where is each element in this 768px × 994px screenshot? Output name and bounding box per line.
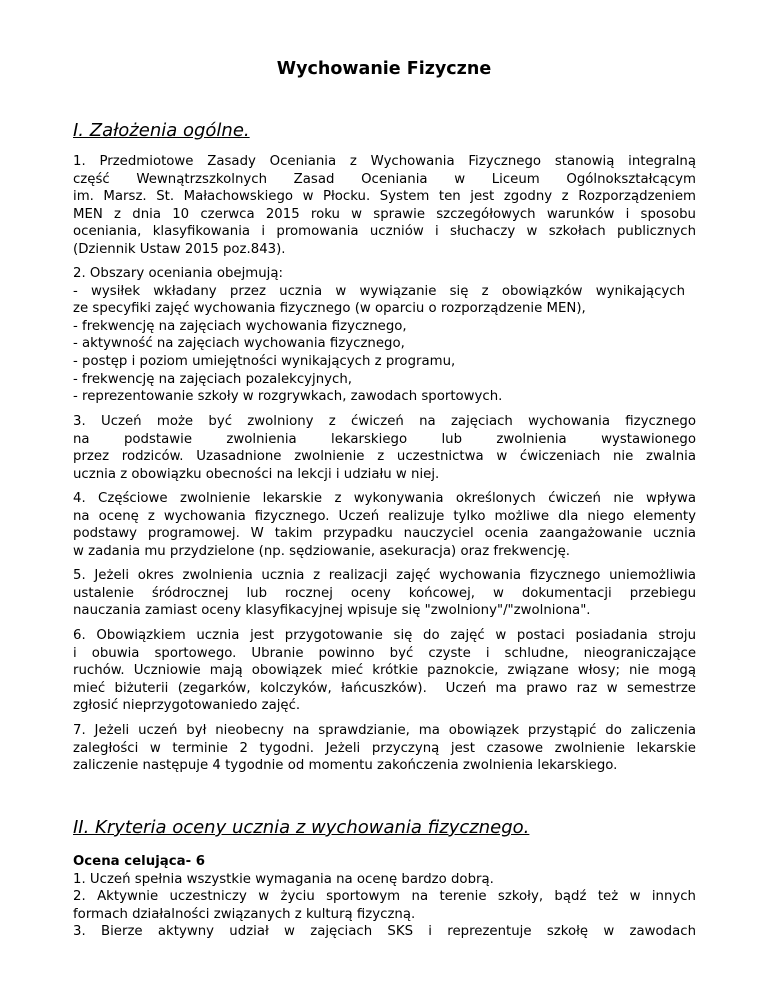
paragraph-2 xyxy=(73,265,696,406)
criteria-line: 3. Bierze aktywny udział w zajęciach SKS i reprezentuje szkołę w zawodach xyxy=(73,924,696,940)
paragraph-line: - reprezentowanie szkoły w rozgrywkach, zawodach sportowych. xyxy=(73,389,503,405)
paragraph-4 xyxy=(73,490,696,560)
paragraph-line: przez rodziców. Uzasadnione zwolnienie z uczestnictwa w ćwiczeniach nie zwalnia xyxy=(73,449,696,465)
paragraph-5 xyxy=(73,567,696,620)
paragraph-line: im. Marsz. St. Małachowskiego w Płocku. System ten jest zgodny z Rozporządzeniem xyxy=(73,189,696,205)
paragraph-line: nauczania zamiast oceny klasyfikacyjnej wpisuje się "zwolniony"/"zwolniona". xyxy=(73,603,591,619)
section-heading-criteria: II. Kryteria oceny ucznia z wychowania fizycznego. xyxy=(73,817,530,838)
paragraph-line: - frekwencję na zajęciach wychowania fizycznego, xyxy=(73,318,407,334)
paragraph-line: 5. Jeżeli okres zwolnienia ucznia z realizacji zajęć wychowania fizycznego uniemożliwia xyxy=(73,568,696,583)
paragraph-line: zaliczenie następuje 4 tygodnie od momentu zakończenia zwolnienia lekarskiego. xyxy=(73,758,618,774)
paragraph-line: 2. Obszary oceniania obejmują: xyxy=(73,266,283,281)
criteria-line: 2. Aktywnie uczestniczy w życiu sportowym na terenie szkoły, bądź też w innych xyxy=(73,889,696,905)
paragraph-line: ruchów. Uczniowie mają obowiązek mieć krótkie paznokcie, związane włosy; nie mogą xyxy=(73,663,696,679)
paragraph-line: 3. Uczeń może być zwolniony z ćwiczeń na zajęciach wychowania fizycznego xyxy=(73,414,696,429)
paragraph-line: MEN z dnia 10 czerwca 2015 roku w sprawie szczegółowych warunków i sposobu xyxy=(73,206,696,222)
paragraph-line: 7. Jeżeli uczeń był nieobecny na sprawdzianie, ma obowiązek przystąpić do zaliczenia xyxy=(73,723,696,738)
paragraph-line: - frekwencję na zajęciach pozalekcyjnych, xyxy=(73,371,352,387)
paragraph-line: w zadania mu przydzielone (np. sędziowanie, asekuracja) oraz frekwencję. xyxy=(73,543,571,559)
paragraph-line: mieć biżuterii (zegarków, kolczyków, łańcuszków). Uczeń ma prawo raz w semestrze xyxy=(73,680,696,696)
paragraph-line: 1. Przedmiotowe Zasady Oceniania z Wychowania Fizycznego stanowią integralną xyxy=(73,154,696,169)
paragraph-7 xyxy=(73,722,696,775)
document-title: Wychowanie Fizyczne xyxy=(276,59,492,79)
paragraph-line: 4. Częściowe zwolnienie lekarskie z wykonywania określonych ćwiczeń nie wpływa xyxy=(73,491,696,506)
criteria-line: formach działalności związanych z kulturą fizyczną. xyxy=(73,906,416,922)
paragraph-3 xyxy=(73,413,696,483)
paragraph-line: oceniania, klasyfikowania i promowania uczniów i słuchaczy w szkołach publicznych xyxy=(73,224,696,240)
paragraph-line: ucznia z obowiązku obecności na lekcji i udziału w niej. xyxy=(73,466,440,482)
paragraph-line: podstawy programowej. W takim przypadku nauczyciel ocenia zaangażowanie ucznia xyxy=(73,526,696,542)
paragraph-line: ze specyfiki zajęć wychowania fizycznego (w oparciu o rozporządzenie MEN), xyxy=(73,301,586,317)
paragraph-line: (Dziennik Ustaw 2015 poz.843). xyxy=(73,241,286,257)
section-heading-general: I. Założenia ogólne. xyxy=(73,120,250,141)
paragraph-line: i obuwia sportowego. Ubranie powinno być czyste i schludne, nieograniczające xyxy=(73,645,696,661)
grade-criteria-block xyxy=(73,853,696,941)
paragraph-line: na podstawie zwolnienia lekarskiego lub zwolnienia wystawionego xyxy=(73,431,696,447)
paragraph-line: 6. Obowiązkiem ucznia jest przygotowanie się do zajęć w postaci posiadania stroju xyxy=(73,628,696,643)
paragraph-line: część Wewnątrzszkolnych Zasad Oceniania w Liceum Ogólnokształcącym xyxy=(73,171,696,187)
paragraph-line: ustalenie śródrocznej lub rocznej oceny końcowej, w dokumentacji przebiegu xyxy=(73,585,696,601)
paragraph-line: zgłosić nieprzygotowaniedo zajęć. xyxy=(73,698,301,714)
paragraph-line: - aktywność na zajęciach wychowania fizycznego, xyxy=(73,336,405,352)
paragraph-line: - wysiłek wkładany przez ucznia w wywiązanie się z obowiązków wynikających xyxy=(73,283,685,299)
criteria-line: 1. Uczeń spełnia wszystkie wymagania na ocenę bardzo dobrą. xyxy=(73,871,494,887)
paragraph-1 xyxy=(73,153,696,259)
paragraph-line: na ocenę z wychowania fizycznego. Uczeń realizuje tylko możliwe dla niego elementy xyxy=(73,508,696,524)
paragraph-line: zaległości w terminie 2 tygodni. Jeżeli przyczyną jest czasowe zwolnienie lekarskie xyxy=(73,740,696,756)
paragraph-line: - postęp i poziom umiejętności wynikających z programu, xyxy=(73,353,456,369)
grade-title: Ocena celująca- 6 xyxy=(73,854,205,869)
paragraph-6 xyxy=(73,627,696,715)
